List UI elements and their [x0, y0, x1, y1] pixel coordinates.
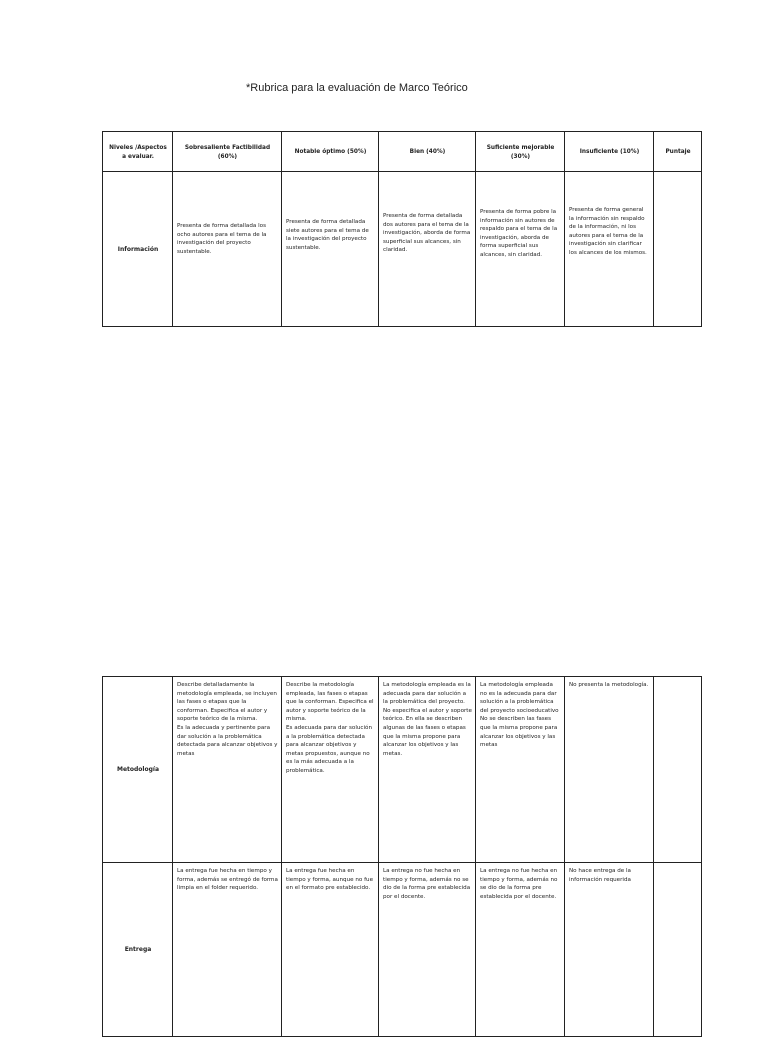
table-cell: Presenta de forma pobre la información sin autores de respaldo para el tema de la investigación, aborda de forma superficial sus alcances, sin claridad.: [476, 172, 565, 327]
table-row: [103, 863, 702, 1037]
header-cell-sobresaliente: Sobresaliente Factibilidad (60%): [173, 132, 282, 172]
table-cell: Describe la metodología empleada, las fases o etapas que la conforman. Especifica el autor y soporte teórico de la misma. Es adecuada para dar solución a la problemática detectada para alcanzar objetivos y metas propuestos, aunque no es la más adecuada a la problemática.: [282, 677, 379, 863]
table-cell: La entrega fue hecha en tiempo y forma, aunque no fue en el formato pre establecido.: [282, 863, 379, 1037]
table-row: [103, 677, 702, 863]
header-cell-suficiente: Suficiente mejorable (30%): [476, 132, 565, 172]
table-cell: Presenta de forma detallada los ocho autores para el tema de la investigación del proyecto sustentable.: [173, 172, 282, 327]
row-label-metodologia: Metodología: [103, 677, 173, 863]
document-title: *Rubrica para la evaluación de Marco Teórico: [246, 82, 468, 94]
table-cell: No presenta la metodología.: [565, 677, 654, 863]
header-cell-aspects: Niveles /Aspectos a evaluar.: [103, 132, 173, 172]
table-cell-score: [654, 863, 702, 1037]
table-cell-score: [654, 172, 702, 327]
table-cell: Presenta de forma detallada dos autores para el tema de la investigación, aborda de forma superficial sus alcances, sin claridad.: [379, 172, 476, 327]
header-cell-bien: Bien (40%): [379, 132, 476, 172]
rubric-table-bottom: [102, 676, 702, 1037]
table-cell: Presenta de forma detallada siete autores para el tema de la investigación del proyecto sustentable.: [282, 172, 379, 327]
rubric-table-top: [102, 131, 702, 327]
header-cell-insuficiente: Insuficiente (10%): [565, 132, 654, 172]
table-cell: No hace entrega de la información requerida: [565, 863, 654, 1037]
header-cell-notable: Notable óptimo (50%): [282, 132, 379, 172]
table-cell: Describe detalladamente la metodología empleada, se incluyen las fases o etapas que la conforman. Especifica el autor y soporte teórico de la misma. Es la adecuada y pertinente para dar solución a la problemática detectada para alcanzar objetivos y metas: [173, 677, 282, 863]
table-cell: La entrega fue hecha en tiempo y forma, además se entregó de forma limpia en el folder requerido.: [173, 863, 282, 1037]
header-row: [103, 132, 702, 172]
table-cell-score: [654, 677, 702, 863]
table-cell: La metodología empleada no es la adecuada para dar solución a la problemática del proyecto socioeducativo No se describen las fases que la misma propone para alcanzar los objetivos y las metas: [476, 677, 565, 863]
table-cell: La entrega no fue hecha en tiempo y forma, además no se dio de la forma pre establecida por el docente.: [476, 863, 565, 1037]
table-cell: La metodología empleada es la adecuada para dar solución a la problemática del proyecto. No especifica el autor y soporte teórico. En ella se describen algunas de las fases o etapas que la misma propone para alcanzar los objetivos y las metas.: [379, 677, 476, 863]
table-cell: La entrega no fue hecha en tiempo y forma, además no se dio de la forma pre establecida por el docente.: [379, 863, 476, 1037]
table-cell: Presenta de forma general la información sin respaldo de la información, ni los autores para el tema de la investigación sin clarificar los alcances de los mismos.: [565, 172, 654, 327]
row-label-entrega: Entrega: [103, 863, 173, 1037]
table-row: [103, 172, 702, 327]
header-cell-puntaje: Puntaje: [654, 132, 702, 172]
row-label-informacion: Información: [103, 172, 173, 327]
